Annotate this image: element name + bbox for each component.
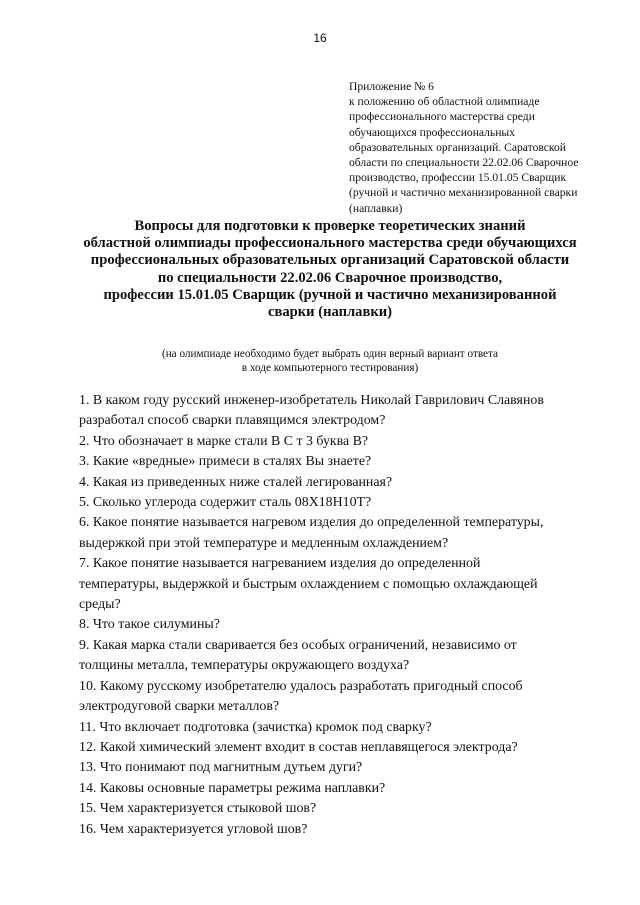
instruction-note <box>100 347 560 375</box>
title-line: Вопросы для подготовки к проверке теоретических знаний <box>134 218 526 234</box>
note-line: в ходе компьютерного тестирования) <box>241 362 419 374</box>
title-line: областной олимпиады профессионального мастерства среди обучающихся <box>83 235 577 252</box>
question-line: электродуговой сварки металлов? <box>79 699 280 715</box>
appendix-line: производство, профессии 15.01.05 Сварщик <box>349 171 567 185</box>
appendix-line: Приложение № 6 <box>349 80 434 93</box>
question-line: выдержкой при этой температуре и медленным охлаждением? <box>79 535 449 551</box>
appendix-line: (наплавки) <box>349 201 403 215</box>
note-line: (на олимпиаде необходимо будет выбрать один верный вариант ответа <box>161 348 499 360</box>
question-list <box>79 391 609 840</box>
question-line: температуры, выдержкой и быстрым охлаждением с помощью охлаждающей <box>79 576 538 592</box>
title-line: сварки (наплавки) <box>267 304 393 321</box>
question-line: среды? <box>79 597 121 613</box>
question-line: 13. Что понимают под магнитным дутьем дуги? <box>79 760 363 776</box>
question-line: 4. Какая из приведенных ниже сталей легированная? <box>79 474 393 490</box>
appendix-line: образовательных организаций. Саратовской <box>349 140 566 154</box>
question-line: 7. Какое понятие называется нагреванием изделия до определенной <box>79 556 481 572</box>
question-line: 11. Что включает подготовка (зачистка) кромок под сварку? <box>79 719 432 735</box>
appendix-line: профессионального мастерства среди <box>349 110 535 124</box>
title-line: по специальности 22.02.06 Сварочное производство, <box>157 269 503 286</box>
question-line: 1. В каком году русский инженер-изобретатель Николай Гаврилович Славянов <box>79 393 544 408</box>
question-line: 16. Чем характеризуется угловой шов? <box>79 821 308 837</box>
appendix-line: обучающихся профессиональных <box>349 125 516 139</box>
question-line: 12. Какой химический элемент входит в состав неплавящегося электрода? <box>79 739 518 755</box>
title-line: профессии 15.01.05 Сварщик (ручной и частично механизированной <box>103 286 557 303</box>
question-line: 9. Какая марка стали сваривается без особых ограничений, независимо от <box>79 637 517 653</box>
question-line: 10. Какому русскому изобретателю удалось разработать пригодный способ <box>79 678 523 694</box>
appendix-line: к положению об областной олимпиаде <box>349 95 540 109</box>
question-line: разработал способ сварки плавящимся электродом? <box>79 413 386 429</box>
page-number: 16 <box>313 31 327 45</box>
question-line: толщины металла, температуры окружающего воздуха? <box>79 658 410 674</box>
appendix-reference <box>349 79 619 216</box>
appendix-line: (ручной и частично механизированной сварки <box>349 186 578 200</box>
appendix-line: области по специальности 22.02.06 Сварочное <box>349 156 579 170</box>
question-line: 14. Каковы основные параметры режима наплавки? <box>79 780 386 796</box>
question-line: 6. Какое понятие называется нагревом изделия до определенной температуры, <box>79 515 544 531</box>
question-line: 15. Чем характеризуется стыковой шов? <box>79 801 317 817</box>
question-line: 3. Какие «вредные» примеси в сталях Вы знаете? <box>79 454 372 470</box>
title-line: профессиональных образовательных организаций Саратовской области <box>90 252 570 269</box>
question-line: 8. Что такое силумины? <box>79 617 220 633</box>
question-line: 2. Что обозначает в марке стали В С т 3 буква В? <box>79 433 369 449</box>
document-title <box>50 218 610 321</box>
question-line: 5. Сколько углерода содержит сталь 08Х18Н10Т? <box>79 495 372 511</box>
